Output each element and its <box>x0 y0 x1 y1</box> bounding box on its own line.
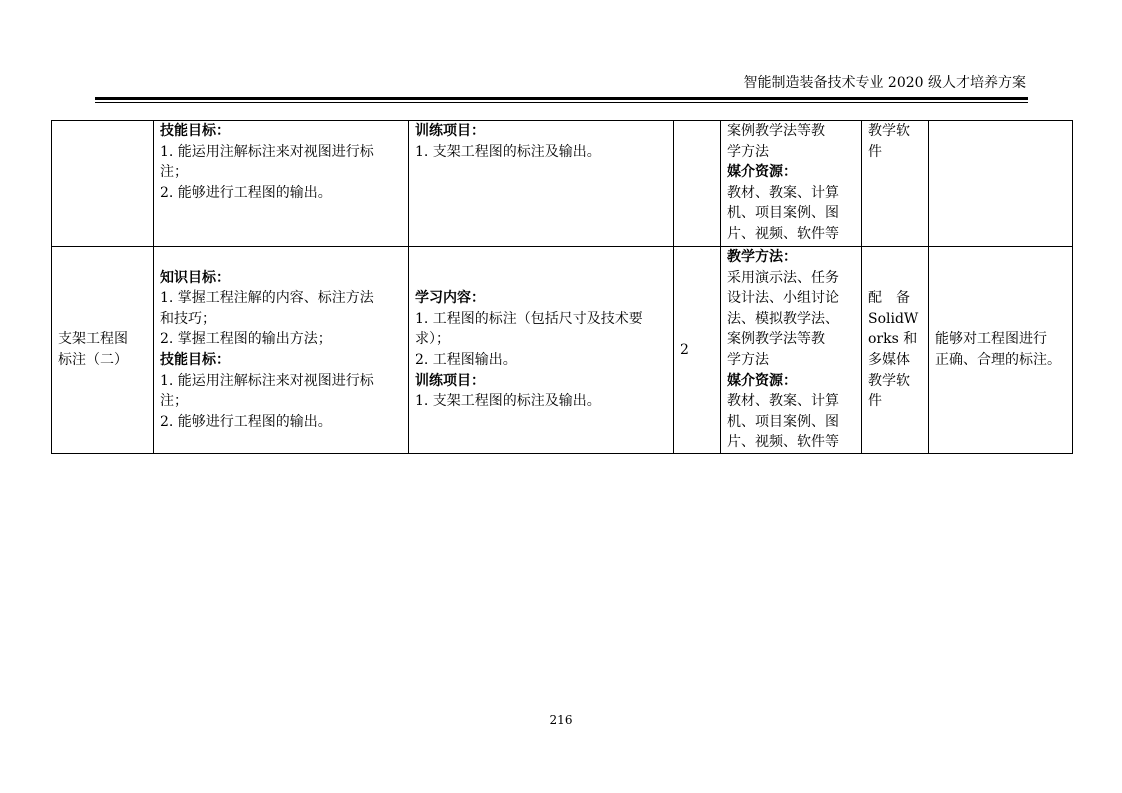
conditions-cell <box>862 247 929 454</box>
cell-line: 学方法 <box>727 143 769 160</box>
cell-line: 片、视频、软件等 <box>727 225 839 242</box>
course-name-cell <box>52 247 154 454</box>
cell-line: 配 备 <box>868 290 910 307</box>
section-heading: 技能目标： <box>160 352 230 368</box>
table-row <box>52 121 1073 247</box>
assessment-cell <box>929 121 1073 247</box>
cell-line: 注； <box>160 164 188 181</box>
cell-line: 多媒体 <box>868 352 910 368</box>
section-heading: 知识目标： <box>160 269 230 286</box>
section-heading: 媒介资源： <box>727 164 797 181</box>
cell-line: 件 <box>868 393 882 410</box>
methods-cell <box>721 121 862 247</box>
cell-line: 法、模拟教学法、 <box>727 310 839 327</box>
section-heading: 教学方法： <box>727 249 797 266</box>
table-row <box>52 247 1073 454</box>
cell-line: 件 <box>868 143 882 160</box>
course-name-cell <box>52 121 154 247</box>
section-heading: 技能目标： <box>160 123 230 139</box>
cell-line: orks 和 <box>868 331 918 348</box>
cell-line: 1. 工程图的标注（包括尺寸及技术要 <box>415 310 643 327</box>
cell-line: 设计法、小组讨论 <box>727 290 839 307</box>
cell-line: 机、项目案例、图 <box>727 413 839 430</box>
cell-line: 案例教学法等教 <box>727 331 825 348</box>
cell-line: 求）； <box>415 331 450 348</box>
section-heading: 学习内容： <box>415 290 485 307</box>
cell-line: 正确、合理的标注。 <box>935 352 1061 368</box>
cell-line: 注； <box>160 393 188 410</box>
cell-line: 教学软 <box>868 372 910 389</box>
curriculum-table <box>51 120 1073 454</box>
content-cell <box>409 121 674 247</box>
cell-line: 1. 支架工程图的标注及输出。 <box>415 143 601 160</box>
header-rule-thick <box>95 97 1028 100</box>
cell-line: 1. 能运用注解标注来对视图进行标 <box>160 372 374 389</box>
cell-line: 教材、教案、计算 <box>727 184 839 201</box>
document-header-title: 智能制造装备技术专业 2020 级人才培养方案 <box>743 75 1026 91</box>
cell-line: SolidW <box>868 310 919 327</box>
section-heading: 训练项目： <box>415 372 485 389</box>
header-rule-thin <box>95 102 1028 103</box>
hours-cell <box>674 247 721 454</box>
cell-line: 能够对工程图进行 <box>935 331 1047 348</box>
section-heading: 媒介资源： <box>727 372 797 389</box>
cell-line: 1. 支架工程图的标注及输出。 <box>415 393 601 410</box>
cell-line: 2. 工程图输出。 <box>415 352 517 368</box>
cell-line: 2. 能够进行工程图的输出。 <box>160 413 332 430</box>
objectives-cell <box>154 247 409 454</box>
cell-line: 学方法 <box>727 352 769 368</box>
cell-line: 机、项目案例、图 <box>727 205 839 222</box>
cell-line: 支架工程图 <box>58 331 128 348</box>
objectives-cell <box>154 121 409 247</box>
cell-line: 教材、教案、计算 <box>727 393 839 410</box>
cell-line: 教学软 <box>868 123 910 139</box>
page-number: 216 <box>549 713 573 727</box>
cell-line: 和技巧； <box>160 310 216 327</box>
cell-line: 标注（二） <box>58 352 128 368</box>
cell-line: 采用演示法、任务 <box>727 269 839 286</box>
cell-line: 1. 能运用注解标注来对视图进行标 <box>160 143 374 160</box>
hours-cell <box>674 121 721 247</box>
hours-value: 2 <box>680 341 689 358</box>
methods-cell <box>721 247 862 454</box>
cell-line: 2. 能够进行工程图的输出。 <box>160 184 332 201</box>
cell-line: 案例教学法等教 <box>727 123 825 139</box>
conditions-cell <box>862 121 929 247</box>
assessment-cell <box>929 247 1073 454</box>
cell-line: 2. 掌握工程图的输出方法； <box>160 331 332 348</box>
content-cell <box>409 247 674 454</box>
cell-line: 1. 掌握工程注解的内容、标注方法 <box>160 290 374 307</box>
cell-line: 片、视频、软件等 <box>727 434 839 451</box>
section-heading: 训练项目： <box>415 123 485 139</box>
